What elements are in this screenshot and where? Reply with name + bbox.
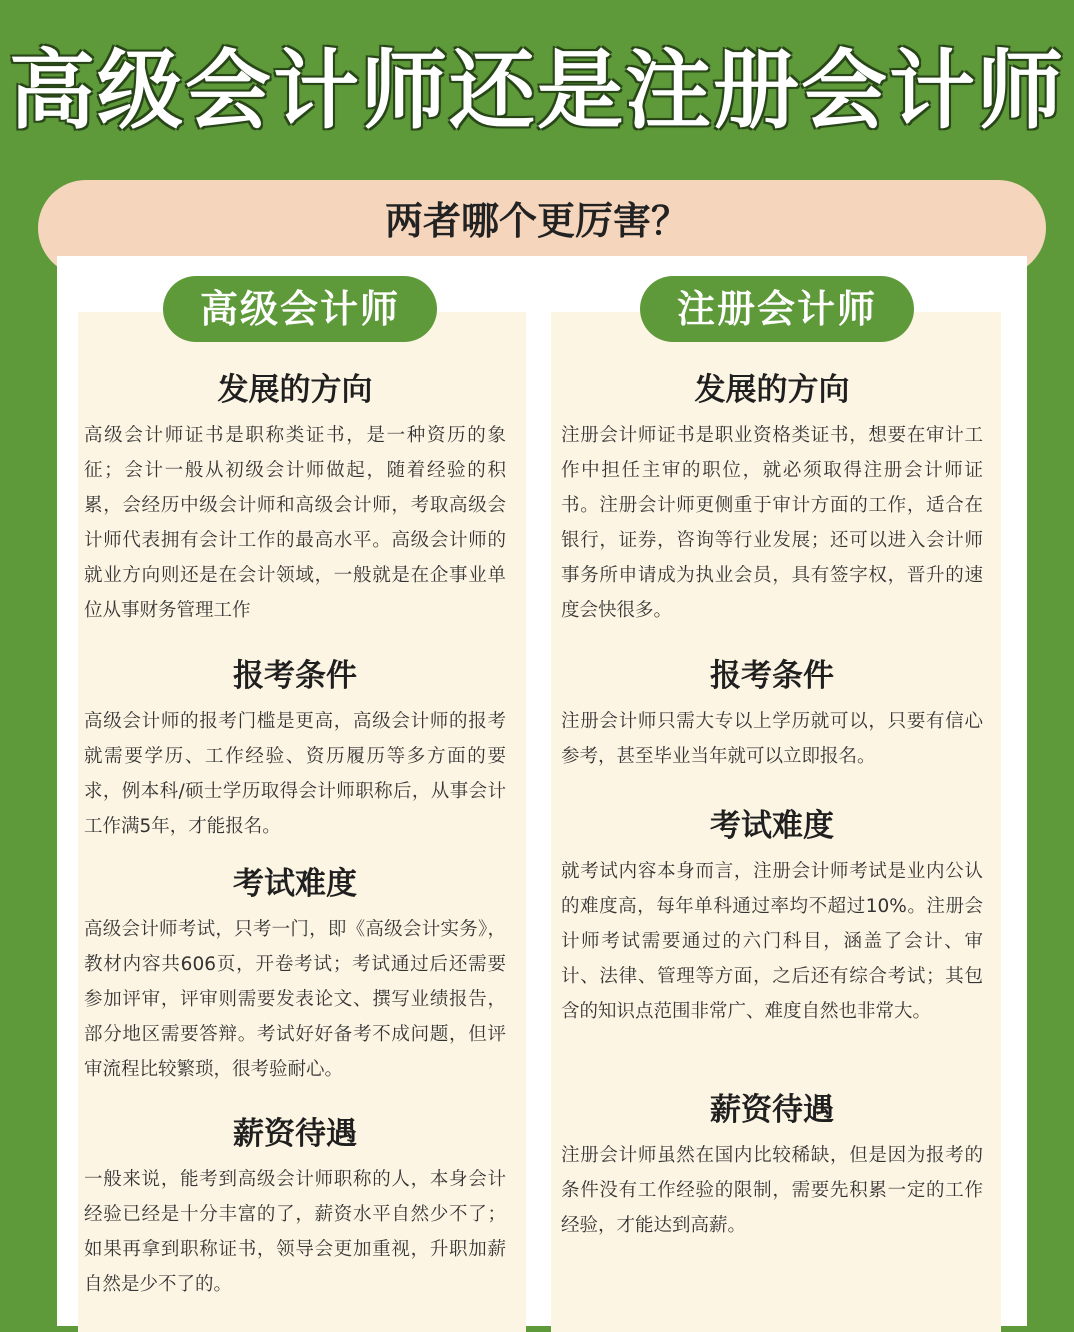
left-section-salary xyxy=(84,1114,506,1302)
section-body: 高级会计师的报考门槛是更高，高级会计师的报考就需要学历、工作经验、资历履历等多方面的要求，例本科/硕士学历取得会计师职称后，从事会计工作满5年，才能报名。 xyxy=(84,711,506,837)
right-section-difficulty xyxy=(561,806,983,1029)
section-heading: 考试难度 xyxy=(710,808,834,844)
section-body: 一般来说，能考到高级会计师职称的人，本身会计经验已经是十分丰富的了，薪资水平自然少不了；如果再拿到职称证书，领导会更加重视，升职加薪自然是少不了的。 xyxy=(84,1169,506,1295)
section-heading: 薪资待遇 xyxy=(233,1116,357,1152)
section-body: 注册会计师虽然在国内比较稀缺，但是因为报考的条件没有工作经验的限制，需要先积累一定的工作经验，才能达到高薪。 xyxy=(561,1145,983,1236)
section-heading: 发展的方向 xyxy=(694,372,850,408)
right-section-requirements xyxy=(561,656,983,774)
left-column-badge: 高级会计师 xyxy=(163,276,437,342)
section-body: 注册会计师证书是职业资格类证书，想要在审计工作中担任主审的职位，就必须取得注册会计师证书。注册会计师更侧重于审计方面的工作，适合在银行，证券，咨询等行业发展；还可以进入会计师事务所申请成为执业会员，具有签字权，晋升的速度会快很多。 xyxy=(561,425,983,621)
left-section-difficulty xyxy=(84,864,506,1087)
right-section-direction xyxy=(561,370,983,628)
section-body: 高级会计师考试，只考一门，即《高级会计实务》，教材内容共606页，开卷考试；考试通过后还需要参加评审，评审则需要发表论文、撰写业绩报告，部分地区需要答辩。考试好好备考不成问题，但评审流程比较繁琐，很考验耐心。 xyxy=(84,919,506,1080)
section-body: 注册会计师只需大专以上学历就可以，只要有信心参考，甚至毕业当年就可以立即报名。 xyxy=(561,711,983,767)
section-heading: 报考条件 xyxy=(710,658,834,694)
right-column-badge: 注册会计师 xyxy=(640,276,914,342)
section-body: 就考试内容本身而言，注册会计师考试是业内公认的难度高，每年单科通过率均不超过10%。注册会计师考试需要通过的六门科目，涵盖了会计、审计、法律、管理等方面，之后还有综合考试；其包含的知识点范围非常广、难度自然也非常大。 xyxy=(561,861,983,1022)
page-subtitle: 两者哪个更厉害？ xyxy=(384,199,689,243)
section-heading: 发展的方向 xyxy=(217,372,373,408)
section-heading: 薪资待遇 xyxy=(710,1092,834,1128)
left-section-requirements xyxy=(84,656,506,844)
section-body: 高级会计师证书是职称类证书，是一种资历的象征；会计一般从初级会计师做起，随着经验的积累，会经历中级会计师和高级会计师，考取高级会计师代表拥有会计工作的最高水平。高级会计师的就业方向则还是在会计领域，一般就是在企事业单位从事财务管理工作 xyxy=(84,425,506,621)
page-title: 高级会计师还是注册会计师 xyxy=(9,41,1065,141)
left-section-direction xyxy=(84,370,506,628)
section-heading: 报考条件 xyxy=(233,658,357,694)
right-section-salary xyxy=(561,1090,983,1243)
section-heading: 考试难度 xyxy=(233,866,357,902)
